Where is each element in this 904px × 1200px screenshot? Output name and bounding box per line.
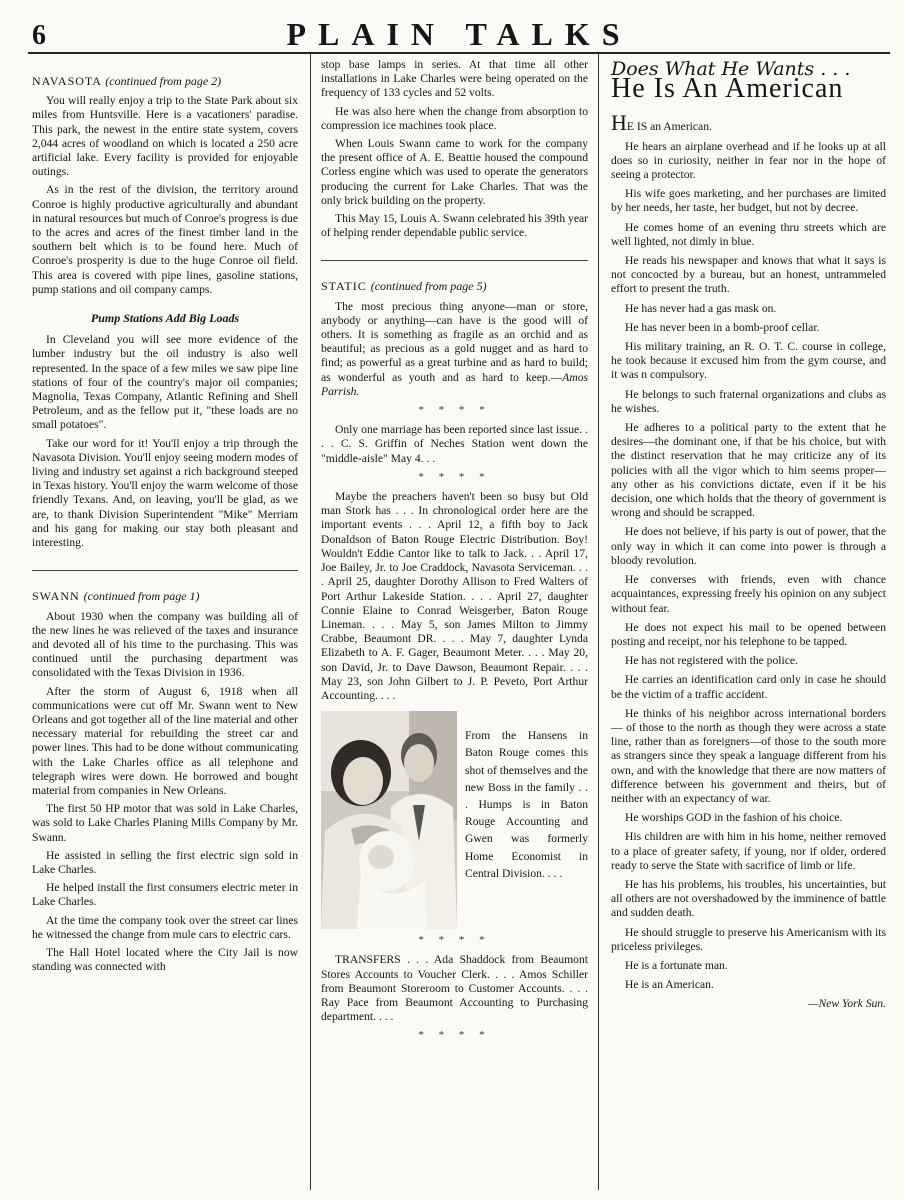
navasota-paragraph: You will really enjoy a trip to the State Park about six miles from Huntsville. Here is a vacationers' paradise. This park, the newest in the entire state system, covers 2,044 acres of woodland on which is located a 250 acre artificial lake. Every facility is provided for enjoyable outings. xyxy=(32,94,298,179)
page-number: 6 xyxy=(32,20,46,51)
article-paragraph: He is an American. xyxy=(625,978,714,992)
static-paragraph: Maybe the preachers haven't been so busy but Old man Stork has . . . In chronological order here are the important events . . . April 12, a fifth boy to Jack Donaldson of Baton Rouge Electric Distribution. Boy! Wouldn't Eddie Cantor like to talk to Jack. . . April 17, Joe Bailey, Jr. to Joe Craddock, Navasota Serviceman. . . . April 25, daughter Dorothy Allison to Fred Walters of Port Arthur Lakeside Station. . . . April 27, daughter Connie Elaine to Conrad Weisgerber, Baton Rouge Lineman. . . . May 5, son James Milton to Jimmy Crabbe, Beaumont DR. . . . May 7, daughter Lynda Elizabeth to A. F. Gager, Beaumont Meter. . . . May 20, son David, Jr. to Dave Dawson, Beaumont Repair. . . . May 23, son John Gilbert to J. P. Peveto, Port Arthur Accounting. . . . xyxy=(321,490,588,702)
article-paragraph: He thinks of his neighbor across international borders — of those to the north as though they were across a state line, rather than as foreigners—of those to the south more as strangers since they speak a language different from his own, and with the knowledge that there are now matters of difference between his government and theirs, but of neither with an expectancy of war. xyxy=(611,706,886,805)
masthead: PLAIN TALKS xyxy=(286,16,632,52)
separator-stars: * * * * xyxy=(418,404,491,417)
transfers-paragraph: TRANSFERS . . . Ada Shaddock from Beaumont Stores Accounts to Voucher Clerk. . . . Amos Schiller from Beaumont Storeroom to Customer Accounts. . . . Ray Pace from Beaumont Accounting to Purchasing department. . . . xyxy=(321,953,588,1024)
swann-paragraph: The first 50 HP motor that was sold in Lake Charles, was sold to Lake Charles Planing Mills Company by Mr. Swann. xyxy=(32,802,298,844)
article-paragraph: He does not believe, if his party is out of power, that the only way in which it can come into power is through a bloody revolution. xyxy=(611,525,886,567)
navasota-paragraph: In Cleveland you will see more evidence of the lumber industry but the oil industry is also well represented. In the space of a few miles we saw pipe line stations of four of the country's major oil companies; Magnolia, Texas Company, Atlantic Refining and Shell Petroleum, and as the fellow put it, "these loads are no small potatoes". xyxy=(32,333,298,432)
article-paragraph: He should struggle to preserve his Americanism with its priceless privileges. xyxy=(611,925,886,953)
navasota-subheading: Pump Stations Add Big Loads xyxy=(90,311,240,326)
article-paragraph: He converses with friends, even with chance acquaintances, expressing freely his opinion on any subject without fear. xyxy=(611,573,886,615)
column-2 xyxy=(310,54,598,1190)
family-photo-image xyxy=(321,711,457,929)
article-paragraph: He comes home of an evening thru streets which are well lighted, not dimly in blue. xyxy=(611,220,886,248)
article-paragraph: He has never had a gas mask on. xyxy=(625,301,777,315)
static-paragraph: Only one marriage has been reported since last issue. . . . C. S. Griffin of Neches Station went down the "middle-aisle" May 4. . . xyxy=(321,423,588,465)
swann-paragraph: He assisted in selling the first electric sign sold in Lake Charles. xyxy=(32,848,298,876)
static-title: STATIC xyxy=(321,279,367,294)
photo-caption: From the Hansens in Baton Rouge comes this shot of themselves and the new Boss in the family . . . Humps is in Baton Rouge Accounting and Gwen was formerly Home Economist in Central Division. . . . xyxy=(465,729,588,880)
article-paragraph: He worships GOD in the fashion of his choice. xyxy=(625,811,843,825)
static-heading xyxy=(321,279,588,293)
columns xyxy=(28,54,890,1190)
swann-paragraph: After the storm of August 6, 1918 when all communications were cut off Mr. Swann went to New Orleans and got together all of the line material and other necessary material for rebuilding the street car and power lines. This had to be done without communicating with the Lake Charles office as all telephone and telegraph wires were down. He borrowed and bought material from companies in New Orleans. xyxy=(32,684,298,797)
article-kicker: Does What He Wants . . . xyxy=(611,58,851,80)
family-photo xyxy=(321,711,457,929)
swann-paragraph: The Hall Hotel located where the City Jail is now standing was connected with xyxy=(32,945,298,974)
article-paragraph: He is a fortunate man. xyxy=(625,958,728,972)
navasota-paragraph: Take our word for it! You'll enjoy a trip through the Navasota Division. You'll enjoy seeing modern modes of living and industry set against a rich background steeped in Texas history. You'll enjoy the warm welcome of those friendly Texans. And, on leaving, you'll be glad, as we are, to thank Division Superintendent "Mike" Merriam and his gang for making our stay both pleasant and interesting. xyxy=(32,436,298,550)
separator-stars: * * * * xyxy=(418,470,491,483)
static-paragraph xyxy=(321,300,588,399)
static-continued: (continued from page 5) xyxy=(370,279,487,294)
article-first-text: E IS an American. xyxy=(626,120,712,134)
section-divider xyxy=(321,260,588,261)
article-paragraph: His wife goes marketing, and her purchases are limited by her needs, her taste, her budget, but not by decree. xyxy=(611,187,886,215)
article-first-line xyxy=(611,110,886,136)
column-1 xyxy=(28,54,310,1190)
article-paragraph: His children are with him in his home, neither removed to a place of greater safety, if young, nor if older, ordered ready to serve the State with sacrifice of limb or life. xyxy=(611,830,886,872)
swann-paragraph: He helped install the first consumers electric meter in Lake Charles. xyxy=(32,881,298,909)
separator-stars: * * * * xyxy=(418,934,491,947)
swann-paragraph: stop base lamps in series. At that time all other installations in Lake Charles were being operated on the frequency of 133 cycles and 52 volts. xyxy=(321,58,588,100)
navasota-paragraph: As in the rest of the division, the territory around Conroe is highly productive agriculturally and abundant in natural resources but much of Conroe's progress is due to the acres and acres of the finest timber land in the southern belt which is to be found here. Much of Conroe's prosperity is due to the huge Conroe oil field. This area is covered with pipe lines, gasoline stations, pump stations and oil company camps. xyxy=(32,183,298,296)
navasota-title: NAVASOTA xyxy=(32,74,102,88)
article-paragraph: He adheres to a political party to the extent that he desires—the dominant one, if that be his choice, but with the distinct reservation that he may criticize any of its policies with all the vigor which to him seems proper—any other as his convictions dictate, even if it be his decision, one which holds that the theory of government is wrong and should be scrapped. xyxy=(611,421,886,520)
swann-paragraph: When Louis Swann came to work for the company the present office of A. E. Beattie housed the compound Corless engine which was used to operate the generators producing the current for Lake Charles. That was the only brick building on the property. xyxy=(321,137,588,207)
article-credit: —New York Sun. xyxy=(808,997,886,1011)
swann-continued: (continued from page 1) xyxy=(83,589,200,604)
article-paragraph: He has never been in a bomb-proof cellar. xyxy=(625,320,820,334)
swann-paragraph: This May 15, Louis A. Swann celebrated his 39th year of helping render dependable public service. xyxy=(321,212,588,240)
navasota-continued: (continued from page 2) xyxy=(105,74,222,88)
article-paragraph: He has not registered with the police. xyxy=(625,654,798,668)
photo-block xyxy=(321,711,588,929)
article-paragraph: He has his problems, his troubles, his uncertainties, but all others are not overshadowed by the imminence of battle and sudden death. xyxy=(611,877,886,920)
article-paragraph: He belongs to such fraternal organizations and clubs as he wishes. xyxy=(611,387,886,415)
navasota-heading xyxy=(32,74,298,88)
swann-heading xyxy=(32,589,298,603)
static-quote: The most precious thing anyone—man or store, anybody or anything—can have is the good will of others. It is something as fragile as an orchid and as beautiful; as precious as a gold nugget and as hard to find; as powerful as a great turbine and as hard to build; as wonderful as youth and as hard to keep.— xyxy=(321,299,588,384)
swann-paragraph: At the time the company took over the street car lines he witnessed the change from mule cars to electric cars. xyxy=(32,913,298,941)
article-paragraph: His military training, an R. O. T. C. course in college, he took because it excused him from the gym course, and it was n compulsory. xyxy=(611,340,886,382)
swann-paragraph: About 1930 when the company was building all of the new lines he was relieved of the taxes and insurance and devoted all of his time to the purchasing. This was continued until the purchasing department was consolidated with the Texas Division in 1936. xyxy=(32,609,298,680)
article-paragraph: He carries an identification card only in case he should be the victim of a traffic accident. xyxy=(611,673,886,701)
page-header xyxy=(28,0,890,54)
article-paragraph: He hears an airplane overhead and if he looks up at all does so in curiosity, neither in fear nor in the hope of seeing a protector. xyxy=(611,139,886,182)
static-quote-author: Amos Parrish. xyxy=(321,370,588,398)
separator-stars: * * * * xyxy=(418,1029,491,1042)
article-title: He Is An American xyxy=(611,73,844,105)
article-paragraph: He does not expect his mail to be opened between posting and receipt, nor his telephone to be tapped. xyxy=(611,620,886,648)
swann-paragraph: He was also here when the change from absorption to compression ice machines took place. xyxy=(321,104,588,132)
drop-cap: H xyxy=(611,110,627,136)
article-paragraph: He reads his newspaper and knows that what it says is not concocted by a bureau, but an honest, untrammeled effort to present the truth. xyxy=(611,254,886,296)
column-3 xyxy=(598,54,890,1190)
section-divider xyxy=(32,570,298,571)
swann-title: SWANN xyxy=(32,589,80,604)
